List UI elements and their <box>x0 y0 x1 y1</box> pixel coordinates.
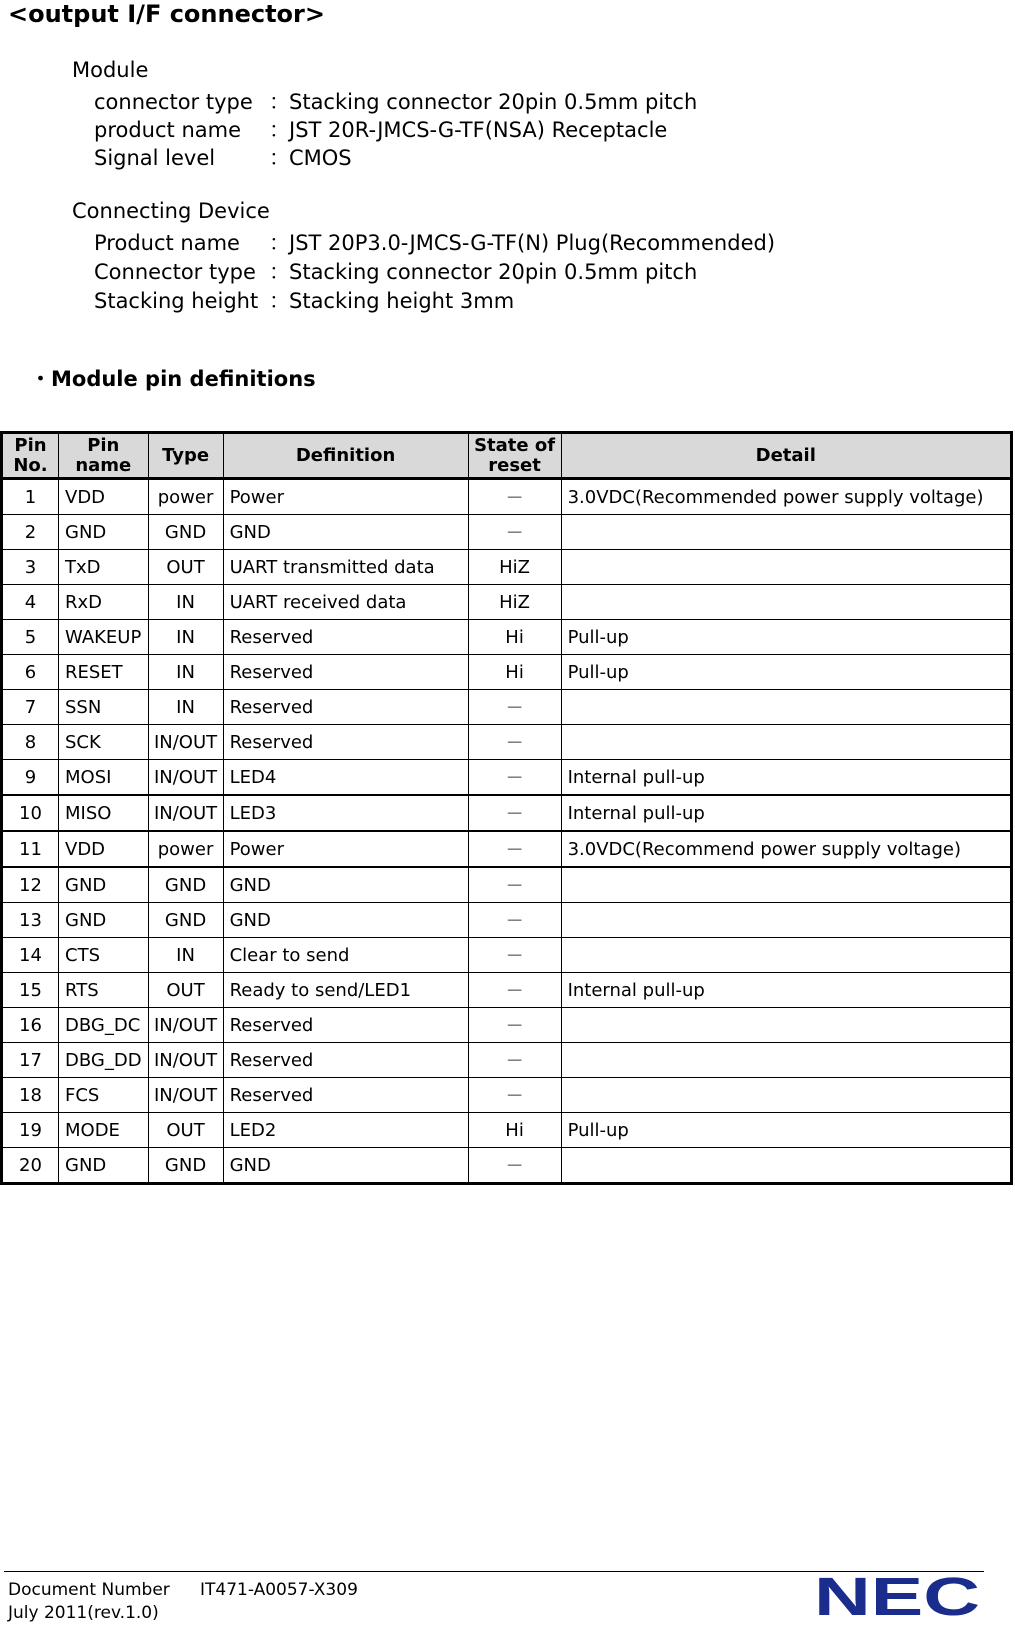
cell-type: IN/OUT <box>148 1078 223 1113</box>
cell-type: OUT <box>148 550 223 585</box>
spec-key: Product name <box>94 231 240 255</box>
cell-type: IN/OUT <box>148 725 223 760</box>
cell-type: GND <box>148 867 223 903</box>
header-state-of-reset: State of reset <box>468 433 561 479</box>
cell-definition: Clear to send <box>223 938 468 973</box>
cell-pin-name: GND <box>59 1148 149 1184</box>
table-header-row <box>2 433 1012 479</box>
cell-type: IN/OUT <box>148 1043 223 1078</box>
cell-detail <box>561 690 1011 725</box>
cell-pin-no: 18 <box>2 1078 59 1113</box>
table-row <box>2 1078 1012 1113</box>
cell-detail <box>561 867 1011 903</box>
cell-type: GND <box>148 1148 223 1184</box>
cell-pin-no: 11 <box>2 831 59 867</box>
footer-document-number <box>8 1580 358 1600</box>
header-definition: Definition <box>223 433 468 479</box>
cell-type: IN <box>148 655 223 690</box>
cell-state-of-reset: － <box>468 760 561 796</box>
cell-definition: UART transmitted data <box>223 550 468 585</box>
cell-definition: Reserved <box>223 1043 468 1078</box>
cell-detail <box>561 1008 1011 1043</box>
cell-type: power <box>148 831 223 867</box>
cell-state-of-reset: Hi <box>468 655 561 690</box>
cell-state-of-reset: Hi <box>468 620 561 655</box>
cell-detail: Internal pull-up <box>561 973 1011 1008</box>
document-title: <output I/F connector> <box>8 0 325 28</box>
cell-definition: Power <box>223 479 468 515</box>
cell-pin-name: MOSI <box>59 760 149 796</box>
cell-state-of-reset: － <box>468 479 561 515</box>
cell-type: GND <box>148 515 223 550</box>
cell-pin-name: MISO <box>59 795 149 831</box>
cell-pin-name: CTS <box>59 938 149 973</box>
footer-revision: July 2011(rev.1.0) <box>8 1603 159 1623</box>
cell-type: IN/OUT <box>148 1008 223 1043</box>
cell-detail <box>561 938 1011 973</box>
cell-state-of-reset: － <box>468 1008 561 1043</box>
cell-definition: Reserved <box>223 725 468 760</box>
cell-detail: 3.0VDC(Recommend power supply voltage) <box>561 831 1011 867</box>
cell-pin-name: DBG_DC <box>59 1008 149 1043</box>
spec-value: JST 20R-JMCS-G-TF(NSA) Receptacle <box>289 118 668 142</box>
cell-pin-no: 15 <box>2 973 59 1008</box>
cell-pin-name: SCK <box>59 725 149 760</box>
cell-definition: Power <box>223 831 468 867</box>
cell-type: IN <box>148 620 223 655</box>
cell-state-of-reset: － <box>468 690 561 725</box>
table-row <box>2 620 1012 655</box>
cell-detail: Pull-up <box>561 620 1011 655</box>
table-row <box>2 903 1012 938</box>
module-heading: Module <box>72 58 149 82</box>
table-row <box>2 795 1012 831</box>
spec-value: Stacking height 3mm <box>289 289 515 313</box>
table-row <box>2 515 1012 550</box>
spec-value: Stacking connector 20pin 0.5mm pitch <box>289 260 698 284</box>
cell-definition: Reserved <box>223 1078 468 1113</box>
cell-state-of-reset: － <box>468 973 561 1008</box>
cell-pin-no: 14 <box>2 938 59 973</box>
cell-pin-name: TxD <box>59 550 149 585</box>
cell-type: OUT <box>148 1113 223 1148</box>
table-row <box>2 1043 1012 1078</box>
cell-detail: 3.0VDC(Recommended power supply voltage) <box>561 479 1011 515</box>
cell-detail <box>561 1043 1011 1078</box>
cell-pin-name: WAKEUP <box>59 620 149 655</box>
spec-separator: ： <box>269 146 290 170</box>
spec-key: Stacking height <box>94 289 259 313</box>
spec-key: Signal level <box>94 146 216 170</box>
cell-pin-name: GND <box>59 903 149 938</box>
cell-detail <box>561 585 1011 620</box>
cell-type: OUT <box>148 973 223 1008</box>
cell-state-of-reset: － <box>468 903 561 938</box>
cell-definition: Ready to send/LED1 <box>223 973 468 1008</box>
cell-definition: Reserved <box>223 620 468 655</box>
header-detail: Detail <box>561 433 1011 479</box>
spec-value: JST 20P3.0-JMCS-G-TF(N) Plug(Recommended) <box>289 231 776 255</box>
cell-state-of-reset: － <box>468 725 561 760</box>
cell-detail <box>561 515 1011 550</box>
cell-detail: Internal pull-up <box>561 760 1011 796</box>
cell-pin-no: 3 <box>2 550 59 585</box>
cell-state-of-reset: － <box>468 1078 561 1113</box>
cell-detail <box>561 1148 1011 1184</box>
cell-pin-no: 13 <box>2 903 59 938</box>
table-row <box>2 655 1012 690</box>
cell-pin-name: RTS <box>59 973 149 1008</box>
cell-pin-no: 6 <box>2 655 59 690</box>
cell-state-of-reset: Hi <box>468 1113 561 1148</box>
cell-type: GND <box>148 903 223 938</box>
cell-state-of-reset: － <box>468 515 561 550</box>
cell-state-of-reset: － <box>468 1148 561 1184</box>
table-row <box>2 1148 1012 1184</box>
cell-definition: Reserved <box>223 655 468 690</box>
table-row <box>2 1113 1012 1148</box>
cell-state-of-reset: HiZ <box>468 550 561 585</box>
cell-pin-no: 16 <box>2 1008 59 1043</box>
cell-detail: Pull-up <box>561 655 1011 690</box>
cell-state-of-reset: HiZ <box>468 585 561 620</box>
header-pin-name: Pin name <box>59 433 149 479</box>
cell-definition: Reserved <box>223 690 468 725</box>
cell-pin-no: 7 <box>2 690 59 725</box>
cell-pin-no: 8 <box>2 725 59 760</box>
device-spec-connector-type <box>94 256 697 286</box>
cell-type: IN/OUT <box>148 760 223 796</box>
doc-number-value: IT471-A0057-X309 <box>200 1580 358 1600</box>
cell-pin-name: SSN <box>59 690 149 725</box>
cell-definition: GND <box>223 867 468 903</box>
cell-definition: LED3 <box>223 795 468 831</box>
cell-pin-name: RxD <box>59 585 149 620</box>
spec-value: Stacking connector 20pin 0.5mm pitch <box>289 90 698 114</box>
pin-definition-table <box>0 431 1013 1185</box>
cell-pin-no: 10 <box>2 795 59 831</box>
cell-detail <box>561 1078 1011 1113</box>
cell-pin-name: DBG_DD <box>59 1043 149 1078</box>
cell-state-of-reset: － <box>468 831 561 867</box>
cell-detail: Internal pull-up <box>561 795 1011 831</box>
table-row <box>2 479 1012 515</box>
cell-pin-name: GND <box>59 867 149 903</box>
spec-separator: ： <box>269 260 290 284</box>
cell-definition: GND <box>223 1148 468 1184</box>
spec-separator: ： <box>269 118 290 142</box>
cell-definition: UART received data <box>223 585 468 620</box>
cell-detail <box>561 903 1011 938</box>
device-spec-stacking-height <box>94 285 514 315</box>
cell-type: IN/OUT <box>148 795 223 831</box>
doc-number-label: Document Number <box>8 1580 170 1600</box>
cell-pin-no: 17 <box>2 1043 59 1078</box>
cell-type: power <box>148 479 223 515</box>
cell-pin-name: FCS <box>59 1078 149 1113</box>
table-row <box>2 585 1012 620</box>
cell-pin-no: 9 <box>2 760 59 796</box>
spec-key: connector type <box>94 90 253 114</box>
header-pin-no: Pin No. <box>2 433 59 479</box>
spec-separator: ： <box>269 231 290 255</box>
cell-pin-no: 5 <box>2 620 59 655</box>
cell-pin-no: 12 <box>2 867 59 903</box>
table-row <box>2 725 1012 760</box>
module-spec-signal-level <box>94 142 352 172</box>
cell-detail <box>561 550 1011 585</box>
cell-state-of-reset: － <box>468 938 561 973</box>
module-spec-product-name <box>94 114 667 144</box>
cell-definition: GND <box>223 515 468 550</box>
table-row <box>2 550 1012 585</box>
table-row <box>2 1008 1012 1043</box>
cell-state-of-reset: － <box>468 1043 561 1078</box>
device-spec-product-name <box>94 227 775 257</box>
table-row <box>2 867 1012 903</box>
cell-pin-name: VDD <box>59 831 149 867</box>
spec-key: Connector type <box>94 260 256 284</box>
cell-state-of-reset: － <box>468 795 561 831</box>
cell-pin-no: 1 <box>2 479 59 515</box>
cell-detail <box>561 725 1011 760</box>
cell-state-of-reset: － <box>468 867 561 903</box>
cell-definition: LED2 <box>223 1113 468 1148</box>
cell-pin-no: 4 <box>2 585 59 620</box>
cell-detail: Pull-up <box>561 1113 1011 1148</box>
spec-value: CMOS <box>289 146 352 170</box>
cell-pin-no: 2 <box>2 515 59 550</box>
cell-pin-name: RESET <box>59 655 149 690</box>
cell-definition: LED4 <box>223 760 468 796</box>
cell-pin-name: VDD <box>59 479 149 515</box>
cell-definition: Reserved <box>223 1008 468 1043</box>
spec-key: product name <box>94 118 241 142</box>
nec-logo-text: NEC <box>814 1575 980 1619</box>
nec-logo <box>812 1575 982 1619</box>
module-spec-connector-type <box>94 86 697 116</box>
cell-pin-no: 20 <box>2 1148 59 1184</box>
cell-type: IN <box>148 690 223 725</box>
spec-separator: ： <box>269 289 290 313</box>
footer-divider <box>4 1571 984 1572</box>
cell-type: IN <box>148 585 223 620</box>
cell-pin-name: GND <box>59 515 149 550</box>
table-row <box>2 690 1012 725</box>
table-row <box>2 760 1012 796</box>
table-row <box>2 938 1012 973</box>
cell-definition: GND <box>223 903 468 938</box>
connecting-device-heading: Connecting Device <box>72 199 270 223</box>
table-row <box>2 973 1012 1008</box>
pin-definitions-heading: ・Module pin definitions <box>30 367 316 391</box>
cell-pin-no: 19 <box>2 1113 59 1148</box>
cell-pin-name: MODE <box>59 1113 149 1148</box>
spec-separator: ： <box>269 90 290 114</box>
table-row <box>2 831 1012 867</box>
header-type: Type <box>148 433 223 479</box>
cell-type: IN <box>148 938 223 973</box>
